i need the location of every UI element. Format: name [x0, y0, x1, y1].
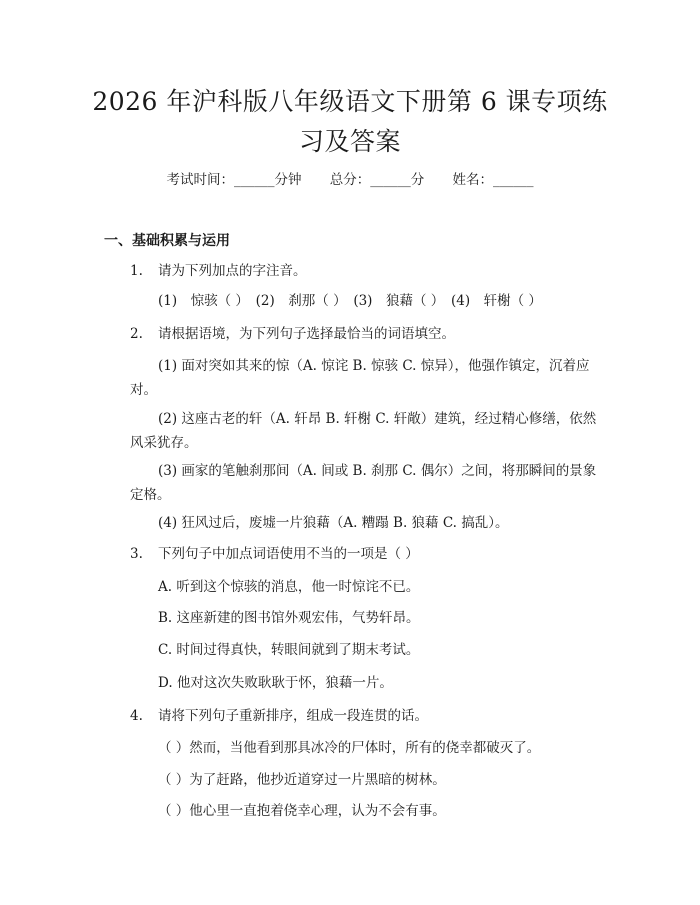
- exam-time: 考试时间：______分钟: [166, 172, 302, 188]
- question-text: 请根据语境，为下列句子选择最恰当的词语填空。: [158, 326, 455, 342]
- exam-score: 总分：______分: [329, 172, 425, 188]
- question-4: [130, 705, 428, 727]
- option-c: C. 时间过得真快，转眼间就到了期末考试。: [158, 642, 420, 658]
- question-number: 4.: [130, 708, 143, 724]
- option-d: D. 他对这次失败耿耿于怀，狼藉一片。: [158, 675, 393, 691]
- question-2-sentence-4: (4) 狂风过后，废墟一片狼藉（A. 糟蹋 B. 狼藉 C. 搞乱）。: [158, 515, 509, 531]
- option-b: B. 这座新建的图书馆外观宏伟，气势轩昂。: [158, 610, 420, 626]
- question-2: [130, 323, 455, 345]
- question-1-items: (1) 惊骇（ ） (2) 刹那（ ） (3) 狼藉（ ） (4) 轩榭（ ）: [158, 293, 542, 309]
- title-line-2: 习及答案: [298, 127, 401, 156]
- title-line-1: 2026 年沪科版八年级语文下册第 6 课专项练: [92, 87, 608, 116]
- order-line-3: （ ）他心里一直抱着侥幸心理，认为不会有事。: [158, 803, 446, 819]
- exam-meta: [0, 170, 700, 190]
- question-text: 请为下列加点的字注音。: [158, 263, 307, 279]
- order-line-1: （ ）然而，当他看到那具冰冷的尸体时，所有的侥幸都破灭了。: [158, 740, 541, 756]
- order-line-2: （ ）为了赶路，他抄近道穿过一片黑暗的树林。: [158, 772, 446, 788]
- question-3: [130, 543, 419, 565]
- question-2-sentence-3: (3) 画家的笔触刹那间（A. 间或 B. 刹那 C. 偶尔）之间，将那瞬间的景象定格。: [130, 463, 597, 503]
- option-a: A. 听到这个惊骇的消息，他一时惊诧不已。: [158, 579, 420, 595]
- section-heading: 一、基础积累与运用: [104, 233, 230, 249]
- question-number: 1.: [130, 263, 143, 279]
- question-2-sentence-1: (1) 面对突如其来的惊（A. 惊诧 B. 惊骇 C. 惊异），他强作镇定，沉着应对。: [130, 358, 590, 398]
- question-2-sentence-2: (2) 这座古老的轩（A. 轩昂 B. 轩榭 C. 轩敞）建筑，经过精心修缮，依然风采犹存。: [130, 411, 597, 451]
- question-text: 下列句子中加点词语使用不当的一项是（ ）: [158, 546, 419, 562]
- question-1: [130, 260, 307, 282]
- question-text: 请将下列句子重新排序，组成一段连贯的话。: [158, 708, 428, 724]
- document-title: [90, 82, 610, 162]
- question-number: 3.: [130, 546, 143, 562]
- question-number: 2.: [130, 326, 143, 342]
- exam-name: 姓名：______: [452, 172, 534, 188]
